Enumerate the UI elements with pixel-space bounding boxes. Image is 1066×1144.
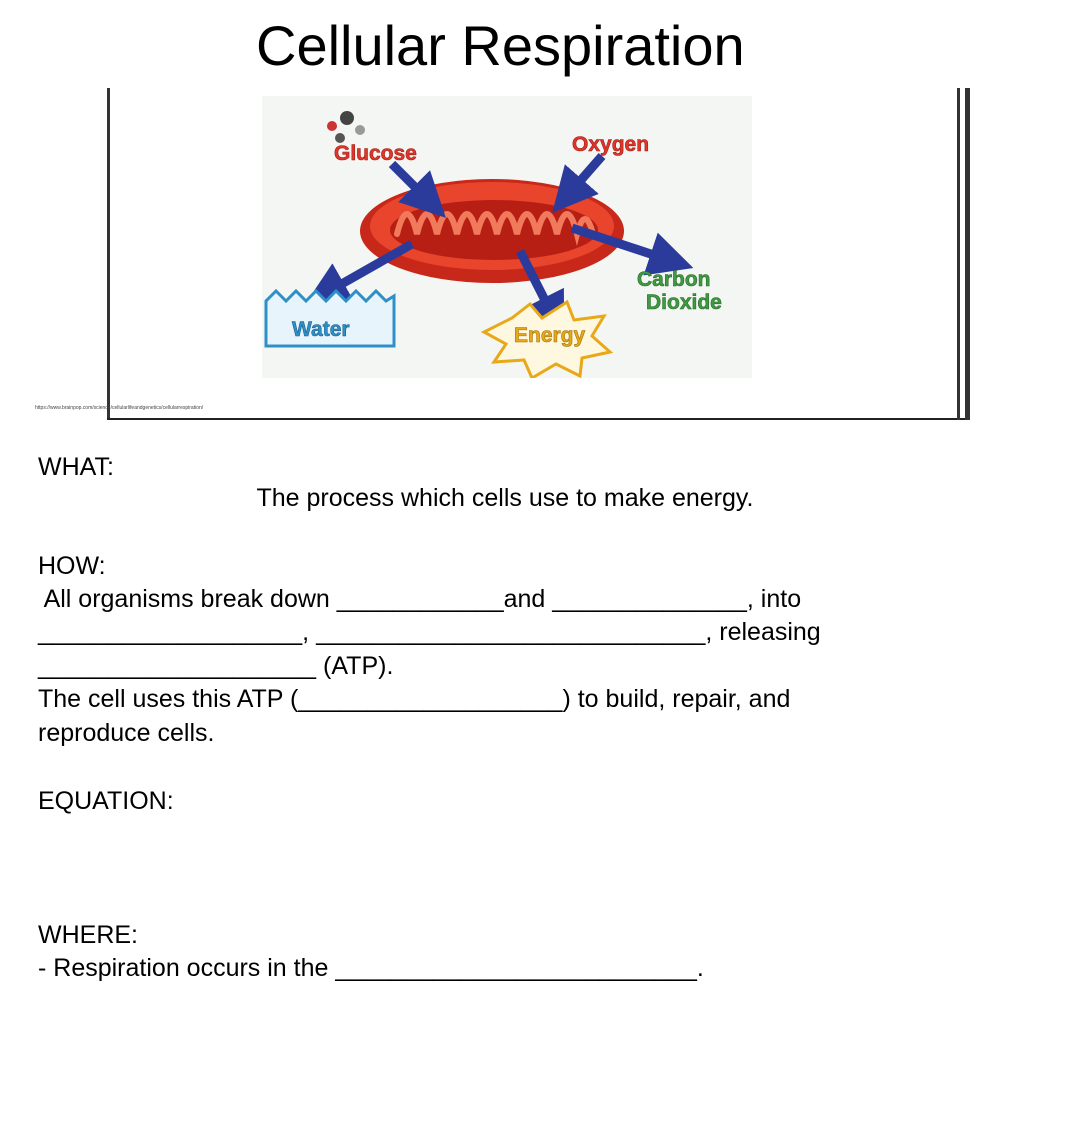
source-link[interactable]: https://www.brainpop.com/science/cellularlifeandgenetics/cellularrespiration/ <box>35 405 204 411</box>
how-line-3: ____________________ (ATP). <box>38 652 394 680</box>
page-title: Cellular Respiration <box>256 14 745 77</box>
frame-right-border-outer <box>965 88 970 420</box>
how-line-4: The cell uses this ATP (___________________) to build, repair, and <box>38 685 791 713</box>
what-heading: WHAT: <box>38 453 114 481</box>
what-text: The process which cells use to make energy. <box>256 484 754 512</box>
how-line-1: All organisms break down ____________and ______________, into <box>38 585 802 613</box>
how-heading: HOW: <box>38 552 106 580</box>
dioxide-label: Dioxide <box>646 291 722 314</box>
frame-left-border <box>107 88 110 418</box>
how-line-2: ___________________, ____________________________, releasing <box>38 618 821 646</box>
how-line-5: reproduce cells. <box>38 719 215 747</box>
cellular-respiration-diagram <box>262 96 752 378</box>
energy-label: Energy <box>514 324 586 347</box>
where-text: - Respiration occurs in the __________________________. <box>38 954 704 982</box>
carbon-label: Carbon <box>637 268 711 291</box>
glucose-label: Glucose <box>334 142 417 165</box>
oxygen-label: Oxygen <box>572 133 650 156</box>
frame-right-border-inner <box>957 88 960 420</box>
water-label: Water <box>292 318 350 341</box>
equation-heading: EQUATION: <box>38 787 174 815</box>
where-heading: WHERE: <box>38 921 138 949</box>
